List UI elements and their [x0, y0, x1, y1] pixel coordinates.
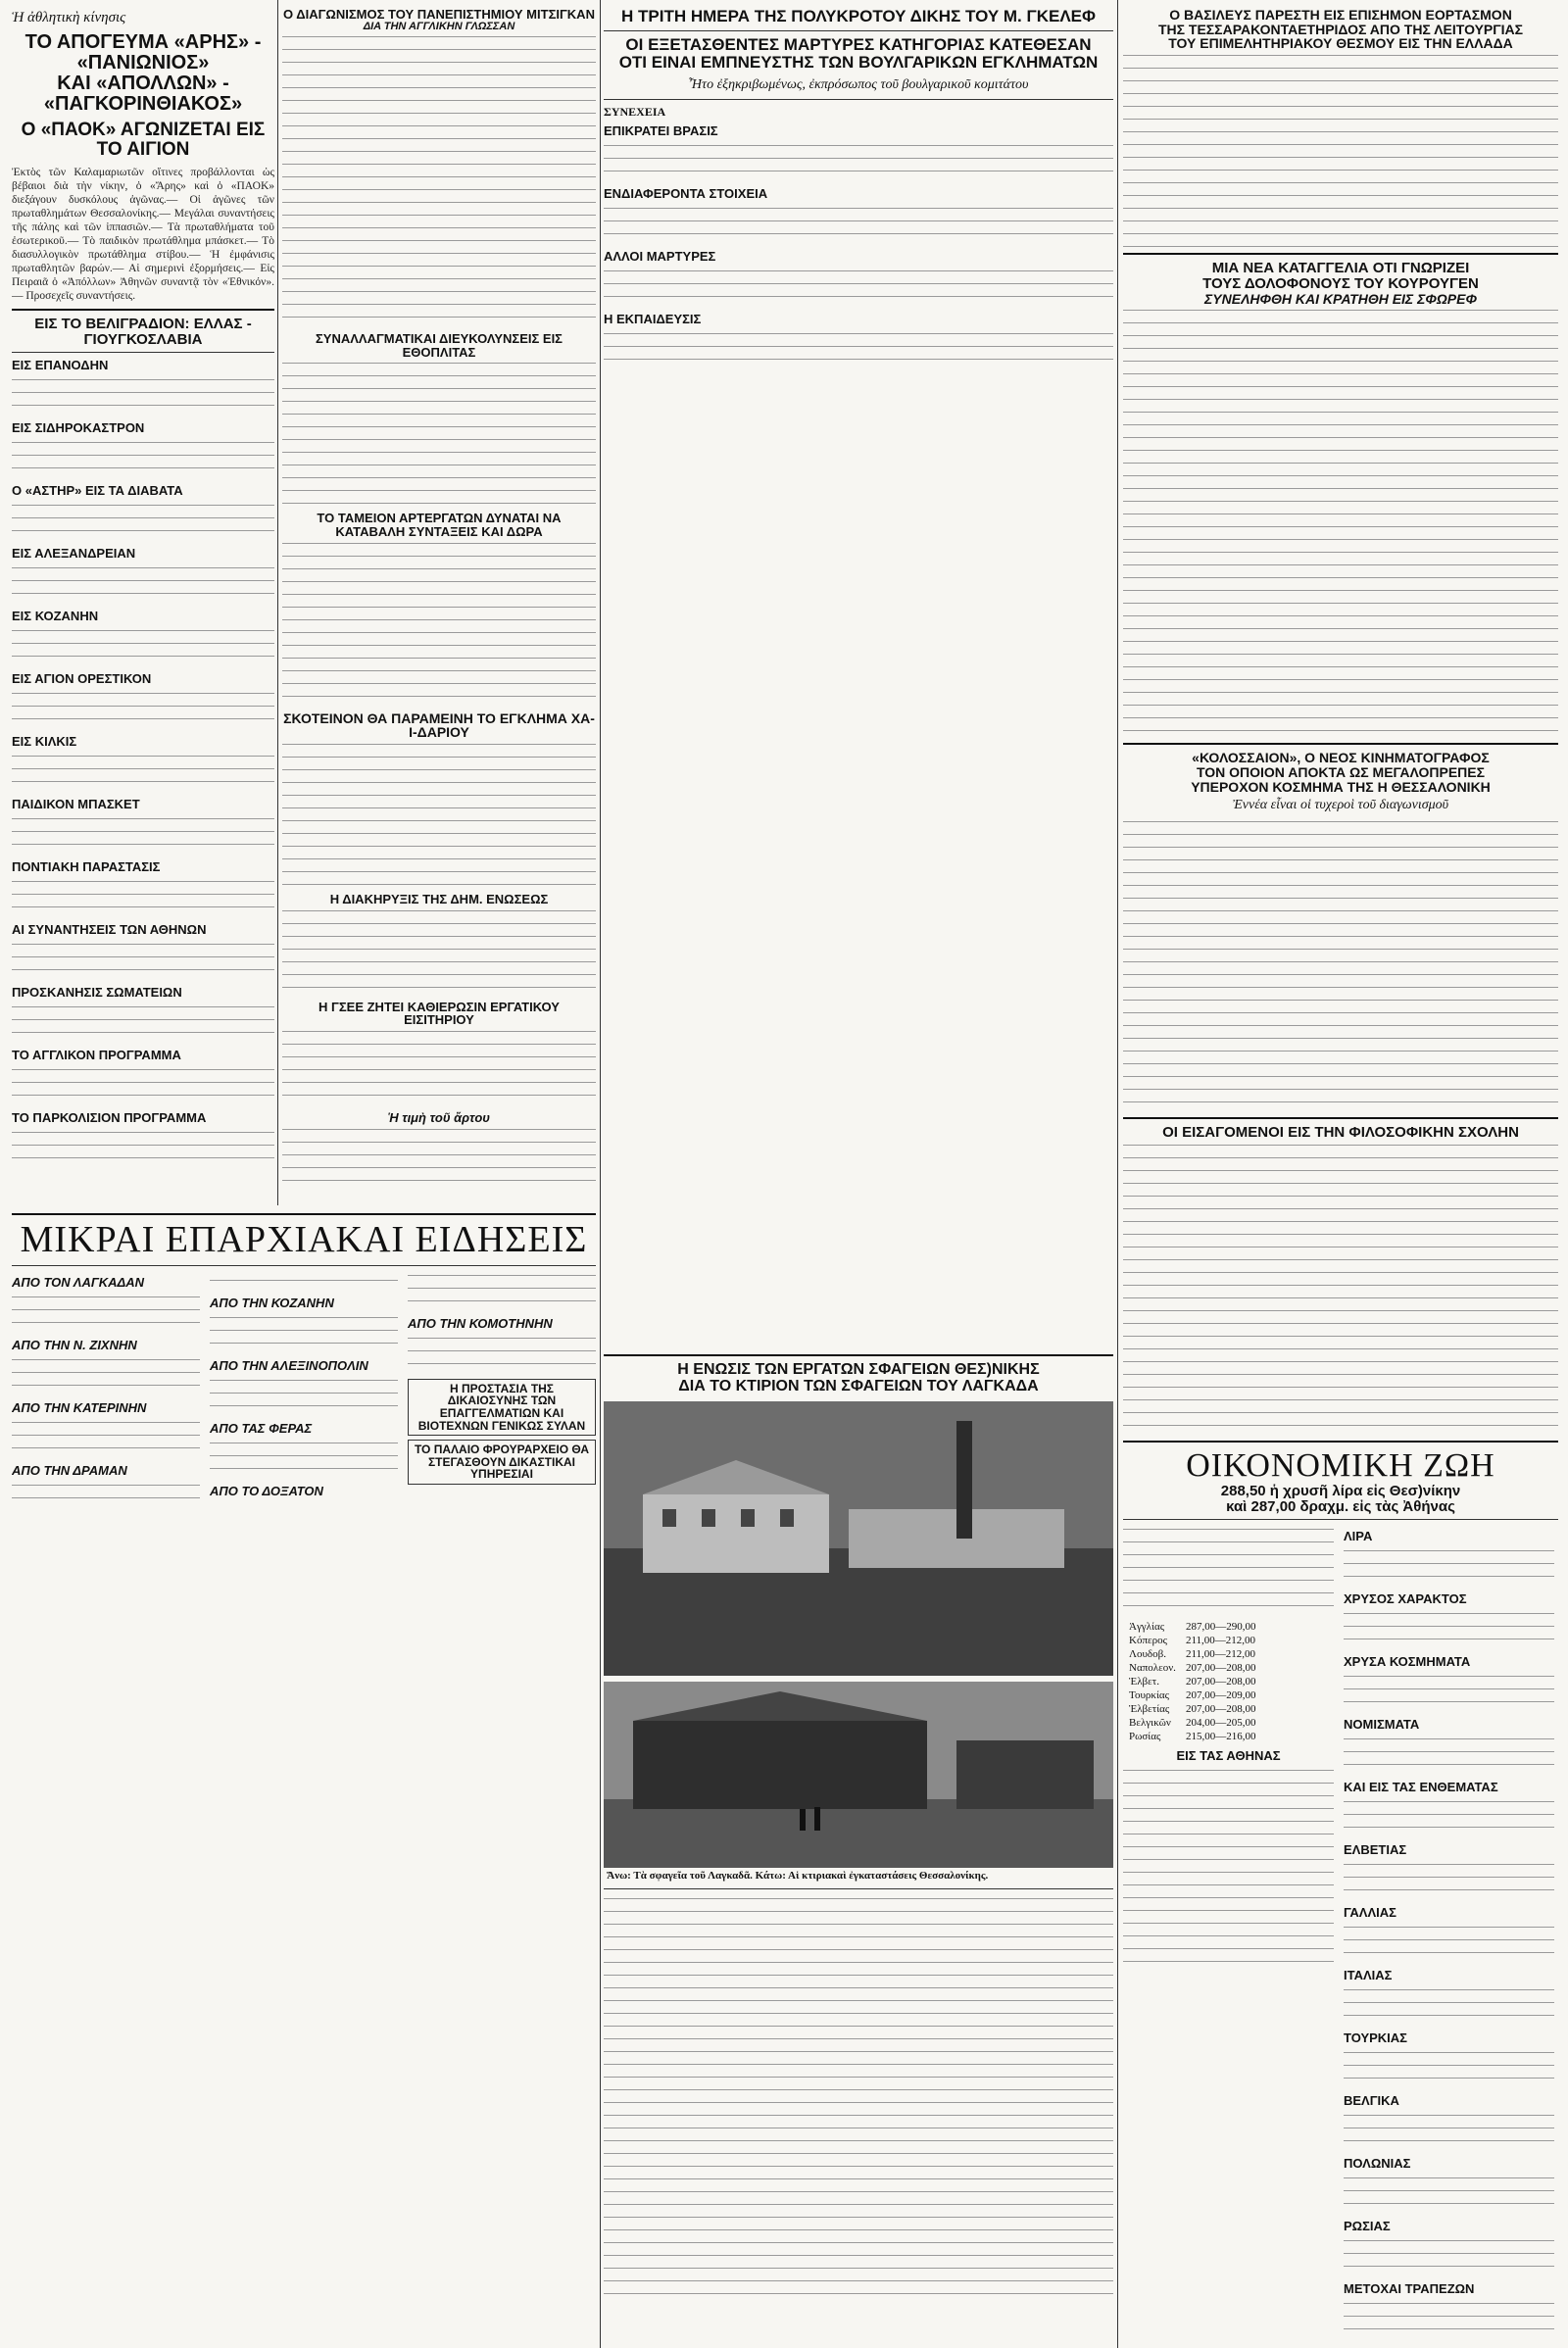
- photo-slaughterhouse-bottom: [604, 1682, 1113, 1868]
- cinema-headline-a: «ΚΟΛΟΣΣΑΙΟΝ», Ο ΝΕΟΣ ΚΙΝΗΜΑΤΟΓΡΑΦΟΣ: [1192, 750, 1490, 766]
- photo-headline-b: ΔΙΑ ΤΟ ΚΤΙΡΙΟΝ ΤΩΝ ΣΦΑΓΕΙΩΝ ΤΟΥ ΛΑΓΚΑΔΑ: [678, 1377, 1039, 1394]
- article-text-block: [12, 1418, 200, 1457]
- king-headline-c: ΤΟΥ ΕΠΙΜΕΛΗΤΗΡΙΑΚΟΥ ΘΕΣΜΟΥ ΕΙΣ ΤΗΝ ΕΛΛΑΔΑ: [1168, 35, 1513, 52]
- subheading: ΠΑΙΔΙΚΟΝ ΜΠΑΣΚΕΤ: [12, 797, 140, 812]
- trial-body: [604, 123, 1113, 368]
- michigan-body: [282, 32, 596, 326]
- article-text-block: [1344, 1735, 1554, 1774]
- currency-body: [282, 359, 596, 506]
- coin-name: Κόπερος: [1129, 1635, 1167, 1647]
- crime-body: [282, 740, 596, 887]
- coin-name: Λουδοβ.: [1129, 1648, 1166, 1661]
- article-text-block: [1344, 1797, 1554, 1836]
- trial-headline-b: ΟΤΙ ΕΙΝΑΙ ΕΜΠΝΕΥΣΤΗΣ ΤΩΝ ΒΟΥΛΓΑΡΙΚΩΝ ΕΓΚΛΗΜΑΤΩΝ: [618, 52, 1099, 72]
- market-row: [1125, 1635, 1259, 1646]
- michigan-subhead: ΔΙΑ ΤΗΝ ΑΓΓΛΙΚΗΝ ΓΛΩΣΣΑΝ: [363, 20, 515, 32]
- subheading: ΛΙΡΑ: [1344, 1529, 1373, 1544]
- photo-caption: Ἄνω: Τὰ σφαγεῖα τοῦ Λαγκαδᾶ. Κάτω: Αἱ κτιριακαὶ ἐγκαταστάσεις Θεσσαλονίκης.: [607, 1869, 989, 1882]
- crime2-body: [1123, 306, 1558, 737]
- bakers-fund-body: [282, 539, 596, 706]
- subheading: Η ΕΚΠΑΙΔΕΥΣΙΣ: [604, 311, 702, 326]
- subheading: ΕΠΙΚΡΑΤΕΙ ΒΡΑΣΙΣ: [604, 122, 718, 138]
- article-text-block: [12, 501, 274, 540]
- subheading: ΕΙΣ ΑΛΕΞΑΝΔΡΕΙΑΝ: [12, 546, 136, 562]
- coin-price: 207,00—208,00: [1185, 1703, 1256, 1716]
- subheading: ΑΠΟ ΤΟΝ ΛΑΓΚΑΔΑΝ: [12, 1274, 145, 1290]
- subheading: ΕΙΣ ΚΟΖΑΝΗΝ: [12, 609, 99, 624]
- subheading: ΓΑΛΛΙΑΣ: [1344, 1905, 1396, 1921]
- coin-price: 215,00—216,00: [1185, 1731, 1256, 1743]
- subheading: ΑΠΟ ΤΟ ΔΟΞΑΤΟΝ: [210, 1484, 323, 1499]
- market-row: [1125, 1689, 1259, 1701]
- trial-headline-a: ΟΙ ΕΞΕΤΑΣΘΕΝΤΕΣ ΜΑΡΤΥΡΕΣ ΚΑΤΗΓΟΡΙΑΣ ΚΑΤΕΘΕΣΑΝ: [625, 34, 1092, 54]
- sports-headline-1b: ΚΑΙ «ΑΠΟΛΛΩΝ» - «ΠΑΓΚΟΡΙΝΘΙΑΚΟΣ»: [43, 73, 243, 115]
- economy-title: ΟΙΚΟΝΟΜΙΚΗ ΖΩΗ: [1186, 1447, 1495, 1485]
- coin-name: Τουρκίας: [1129, 1689, 1170, 1702]
- article-text-block: [1344, 2111, 1554, 2150]
- subheading: ΕΙΣ ΕΠΑΝΟΔΗΝ: [12, 358, 109, 373]
- crime2-subhead: ΣΥΝΕΛΗΦΘΗ ΚΑΙ ΚΡΑΤΗΘΗ ΕΙΣ ΣΦΩΡΕΦ: [1204, 290, 1477, 307]
- subheading: ΕΙΣ ΑΓΙΟΝ ΟΡΕΣΤΙΚΟΝ: [12, 671, 152, 687]
- subheading: ΒΕΛΓΙΚΑ: [1344, 2093, 1399, 2109]
- subheading: ΑΠΟ ΤΑΣ ΦΕΡΑΣ: [210, 1421, 313, 1437]
- gsee-headline: Η ΓΣΕΕ ΖΗΤΕΙ ΚΑΘΙΕΡΩΣΙΝ ΕΡΓΑΤΙΚΟΥ ΕΙΣΙΤΗΡΙΟΥ: [318, 999, 560, 1028]
- subheading: ΑΠΟ ΤΗΝ ΚΟΖΑΝΗΝ: [210, 1296, 334, 1311]
- provincial-box-headline: ΤΟ ΠΑΛΑΙΟ ΦΡΟΥΡΑΡΧΕΙΟ ΘΑ ΣΤΕΓΑΣΘΟΥΝ ΔΙΚΑΣΤΙΚΑΙ ΥΠΗΡΕΣΙΑΙ: [408, 1440, 596, 1485]
- article-text-block: [1344, 1609, 1554, 1648]
- coin-name: Ἑλβετίας: [1129, 1703, 1170, 1716]
- school-headline: ΟΙ ΕΙΣΑΓΟΜΕΝΟΙ ΕΙΣ ΤΗΝ ΦΙΛΟΣΟΦΙΚΗΝ ΣΧΟΛΗΝ: [1162, 1124, 1519, 1142]
- trial-lead: ΣΥΝΕΧΕΙΑ: [604, 104, 666, 119]
- market-list: [1344, 1525, 1554, 2340]
- michigan-headline: Ο ΔΙΑΓΩΝΙΣΜΟΣ ΤΟΥ ΠΑΝΕΠΙΣΤΗΜΙΟΥ ΜΙΤΣΙΓΚΑΝ: [283, 8, 595, 22]
- coin-price: 207,00—208,00: [1185, 1676, 1256, 1688]
- article-text-block: [210, 1313, 398, 1352]
- article-text-block: [604, 204, 1113, 243]
- subheading: ΑΠΟ ΤΗΝ ΚΟΜΟΤΗΝΗΝ: [408, 1315, 553, 1331]
- article-text-block: [12, 438, 274, 477]
- declaration-headline: Η ΔΙΑΚΗΡΥΞΙΣ ΤΗΣ ΔΗΜ. ΕΝΩΣΕΩΣ: [329, 892, 549, 907]
- bread-price-body: [282, 1125, 596, 1184]
- provincial-news: [12, 1207, 596, 2344]
- article-text-block: [408, 1271, 596, 1310]
- king-headline-a: Ο ΒΑΣΙΛΕΥΣ ΠΑΡΕΣΤΗ ΕΙΣ ΕΠΙΣΗΜΟΝ ΕΟΡΤΑΣΜΟΝ: [1169, 8, 1512, 23]
- subheading: ΑΠΟ ΤΗΝ ΚΑΤΕΡΙΝΗΝ: [12, 1399, 147, 1415]
- article-text-block: [604, 141, 1113, 180]
- subheading: ΤΟ ΑΓΓΛΙΚΟΝ ΠΡΟΓΡΑΜΜΑ: [12, 1048, 181, 1063]
- article-text-block: [1344, 2236, 1554, 2275]
- photo-story-body: [604, 1894, 1113, 2306]
- currency-headline: ΣΥΝΑΛΛΑΓΜΑΤΙΚΑΙ ΔΙΕΥΚΟΛΥΝΣΕΙΣ ΕΙΣ ΕΘΟΠΛΙΤΑΣ: [316, 331, 563, 360]
- subheading: ΕΛΒΕΤΙΑΣ: [1344, 1842, 1407, 1858]
- subheading: ΝΟΜΙΣΜΑΤΑ: [1344, 1717, 1420, 1733]
- athens-market-label: ΕΙΣ ΤΑΣ ΑΘΗΝΑΣ: [1176, 1748, 1281, 1764]
- subheading: ΠΟΛΩΝΙΑΣ: [1344, 2156, 1411, 2172]
- subheading: ΑΛΛΟΙ ΜΑΡΤΥΡΕΣ: [604, 248, 716, 264]
- coin-name: Ἀγγλίας: [1129, 1621, 1165, 1634]
- article-text-block: [12, 689, 274, 728]
- article-text-block: [210, 1439, 398, 1478]
- article-text-block: [12, 940, 274, 979]
- athens-market-body: [1123, 1766, 1334, 1962]
- economy-sub-a: 288,50 ἡ χρυσῆ λίρα εἰς Θεσ)νίκην: [1220, 1482, 1461, 1499]
- subheading: ΤΟ ΠΑΡΚΟΛΙΣΙΟΝ ΠΡΟΓΡΑΜΜΑ: [12, 1110, 207, 1126]
- market-row: [1125, 1648, 1259, 1660]
- coin-price: 204,00—205,00: [1185, 1717, 1256, 1730]
- article-text-block: [12, 1128, 274, 1167]
- trial-top-headline: Η ΤΡΙΤΗ ΗΜΕΡΑ ΤΗΣ ΠΟΛΥΚΡΟΤΟΥ ΔΙΚΗΣ ΤΟΥ Μ. ΓΚΕΛΕΦ: [621, 8, 1096, 25]
- economy-sub-b: καὶ 287,00 δραχμ. εἰς τὰς Ἀθήνας: [1226, 1497, 1455, 1515]
- article-text-block: [12, 1065, 274, 1104]
- provincial-title: ΜΙΚΡΑΙ ΕΠΑΡΧΙΑΚΑΙ ΕΙΔΗΣΕΙΣ: [20, 1219, 588, 1260]
- subheading: ΑΠΟ ΤΗΝ ΔΡΑΜΑΝ: [12, 1462, 127, 1478]
- crime2-headline-b: ΤΟΥΣ ΔΟΛΟΦΟΝΟΥΣ ΤΟΥ ΚΟΥΡΟΥΓΕΝ: [1202, 274, 1479, 292]
- subheading: ΕΝΔΙΑΦΕΡΟΝΤΑ ΣΤΟΙΧΕΙΑ: [604, 185, 768, 201]
- subheading: ΧΡΥΣΟΣ ΧΑΡΑΚΤΟΣ: [1344, 1591, 1467, 1607]
- article-text-block: [1344, 2048, 1554, 2087]
- article-text-block: [12, 375, 274, 415]
- provincial-body: [12, 1271, 596, 2310]
- article-text-block: [210, 1376, 398, 1415]
- coin-name: Ναπολεον.: [1129, 1662, 1176, 1675]
- coin-name: Ρωσίας: [1129, 1731, 1161, 1743]
- coin-price: 287,00—290,00: [1185, 1621, 1256, 1634]
- subheading: ΑΠΟ ΤΗΝ ΑΛΕΞΙΝΟΠΟΛΙΝ: [210, 1358, 368, 1374]
- bakers-fund-headline: ΤΟ ΤΑΜΕΙΟΝ ΑΡΤΕΡΓΑΤΩΝ ΔΥΝΑΤΑΙ ΝΑ ΚΑΤΑΒΑΛΗ ΣΥΝΤΑΞΕΙΣ ΚΑΙ ΔΩΡΑ: [317, 511, 562, 540]
- sports-body: [12, 358, 274, 1167]
- economy-body: [1123, 1525, 1334, 1613]
- subheading: ΕΙΣ ΚΙΛΚΙΣ: [12, 734, 77, 750]
- market-row: [1125, 1676, 1259, 1688]
- article-text-block: [408, 1334, 596, 1373]
- bread-price-headline: Ἡ τιμὴ τοῦ ἄρτου: [387, 1110, 490, 1126]
- king-headline-b: ΤΗΣ ΤΕΣΣΑΡΑΚΟΝΤΑΕΤΗΡΙΔΟΣ ΑΠΟ ΤΗΣ ΛΕΙΤΟΥΡΓΙΑΣ: [1157, 21, 1524, 37]
- crime2-headline-a: ΜΙΑ ΝΕΑ ΚΑΤΑΓΓΕΛΙΑ ΟΤΙ ΓΝΩΡΙΖΕΙ: [1211, 260, 1470, 277]
- subheading: ΧΡΥΣΑ ΚΟΣΜΗΜΑΤΑ: [1344, 1654, 1471, 1670]
- sports-column: [12, 8, 274, 1203]
- news-column-2: [282, 8, 596, 1203]
- crime-headline: ΣΚΟΤΕΙΝΟΝ ΘΑ ΠΑΡΑΜΕΙΝΗ ΤΟ ΕΓΚΛΗΜΑ ΧΑ-Ι-ΔΑΡΙΟΥ: [283, 709, 595, 741]
- subheading: ΑΠΟ ΤΗΝ Ν. ΖΙΧΝΗΝ: [12, 1337, 137, 1352]
- coin-name: Βελγικῶν: [1129, 1717, 1171, 1730]
- trial-article: [604, 8, 1113, 1203]
- sports-intro: Ἐκτὸς τῶν Καλαμαριωτῶν οἵτινες προβάλλονται ὡς βέβαιοι διὰ τὴν νίκην, ὁ «Ἄρης» καὶ ὁ «ΠΑΟΚ» διεξάγουν δυσκόλους ἀγῶνας.— Οἱ ἀγῶνες τῶν πρωταθλημάτων Θεσσαλονίκης.— Μεγάλαι συναντήσεις τῆς πάλης καὶ τῶν ἱππασιῶν.— Τὰ πρωταθλήματα τοῦ ἐσωτερικοῦ.— Τὸ παιδικὸν πρωτάθλημα μπάσκετ.— Τὸ διασυλλογικὸν πρωτάθλημα στίβου.— Ἡ ἐμφάνισις πρωταθλητῶν βαρών.— Αἱ σημερινὶ ἐξορμήσεις.— Εἰς Πειραιᾶ ὁ «Ἀπόλλων» Ἀθηνῶν συναντᾷ τὸν «Ἐθνικόν».— Προσεχεῖς συναντήσεις.: [12, 166, 274, 302]
- subheading: ΤΟΥΡΚΙΑΣ: [1344, 2030, 1407, 2046]
- article-text-block: [12, 563, 274, 603]
- subheading: ΠΡΟΣΚΑΝΗΣΙΣ ΣΩΜΑΤΕΙΩΝ: [12, 985, 182, 1001]
- article-text-block: [12, 877, 274, 916]
- cinema-body: [1123, 817, 1558, 1111]
- subheading: ΕΙΣ ΣΙΔΗΡΟΚΑΣΤΡΟΝ: [12, 420, 145, 436]
- article-text-block: [604, 329, 1113, 368]
- declaration-body: [282, 906, 596, 995]
- article-text-block: [1344, 2299, 1554, 2338]
- article-text-block: [12, 814, 274, 854]
- coin-name: Ἑλβετ.: [1129, 1676, 1159, 1688]
- article-text-block: [1344, 1546, 1554, 1586]
- article-text-block: [12, 1355, 200, 1394]
- subheading: ΙΤΑΛΙΑΣ: [1344, 1968, 1393, 1983]
- gsee-body: [282, 1027, 596, 1105]
- market-row: [1125, 1731, 1259, 1742]
- coin-price: 207,00—209,00: [1185, 1689, 1256, 1702]
- article-text-block: [1344, 2174, 1554, 2213]
- market-row: [1125, 1703, 1259, 1715]
- subheading: ΑΙ ΣΥΝΑΝΤΗΣΕΙΣ ΤΩΝ ΑΘΗΝΩΝ: [12, 922, 207, 938]
- subheading: ΚΑΙ ΕΙΣ ΤΑΣ ΕΝΘΕΜΑΤΑΣ: [1344, 1780, 1498, 1795]
- coin-price: 207,00—208,00: [1185, 1662, 1256, 1675]
- subheading: Ο «ΑΣΤΗΡ» ΕΙΣ ΤΑ ΔΙΑΒΑΤΑ: [12, 483, 183, 499]
- article-text-block: [12, 1003, 274, 1042]
- coin-price: 211,00—212,00: [1185, 1635, 1256, 1647]
- cinema-headline-c: ΥΠΕΡΟΧΟΝ ΚΟΣΜΗΜΑ ΤΗΣ Η ΘΕΣΣΑΛΟΝΙΚΗ: [1191, 778, 1491, 795]
- cinema-headline-b: ΤΟΝ ΟΠΟΙΟΝ ΑΠΟΚΤΑ ΩΣ ΜΕΓΑΛΟΠΡΕΠΕΣ: [1196, 763, 1486, 780]
- subheading: ΡΩΣΙΑΣ: [1344, 2219, 1391, 2234]
- section-label: Ἡ ἀθλητικὴ κίνησις: [12, 10, 126, 25]
- gold-price-table: [1123, 1619, 1261, 1744]
- photo-headline-a: Η ΕΝΩΣΙΣ ΤΩΝ ΕΡΓΑΤΩΝ ΣΦΑΓΕΙΩΝ ΘΕΣ)ΝΙΚΗΣ: [677, 1361, 1040, 1378]
- sports-headline-2: Ο «ΠΑΟΚ» ΑΓΩΝΙΖΕΤΑΙ ΕΙΣ ΤΟ ΑΙΓΙΟΝ: [21, 120, 266, 160]
- cinema-subhead: Ἐννέα εἶναι οἱ τυχεροὶ τοῦ διαγωνισμοῦ: [1232, 798, 1449, 813]
- sports-headline-3: ΕΙΣ ΤΟ ΒΕΛΙΓΡΑΔΙΟΝ: ΕΛΛΑΣ - ΓΙΟΥΓΚΟΣΛΑΒΙΑ: [34, 315, 252, 348]
- article-text-block: [1344, 1923, 1554, 1962]
- market-row: [1125, 1621, 1259, 1633]
- market-row: [1125, 1662, 1259, 1674]
- king-body: [1123, 51, 1558, 247]
- subheading: ΜΕΤΟΧΑΙ ΤΡΑΠΕΖΩΝ: [1344, 2281, 1475, 2297]
- article-text-block: [1344, 1672, 1554, 1711]
- trial-subhead: Ἦτο ἐξηκριβωμένως, ἐκπρόσωπος τοῦ βουλγαρικοῦ κομιτάτου: [688, 76, 1029, 92]
- article-text-block: [1344, 1860, 1554, 1899]
- market-row: [1125, 1717, 1259, 1729]
- school-body: [1123, 1141, 1558, 1435]
- coin-price: 211,00—212,00: [1185, 1648, 1256, 1661]
- sports-headline-1a: ΤΟ ΑΠΟΓΕΥΜΑ «ΑΡΗΣ» - «ΠΑΝΙΩΝΙΟΣ»: [24, 31, 262, 73]
- subheading: ΠΟΝΤΙΑΚΗ ΠΑΡΑΣΤΑΣΙΣ: [12, 859, 161, 875]
- photo-slaughterhouse-top: [604, 1401, 1113, 1676]
- article-text-block: [12, 1293, 200, 1332]
- photo-story: [604, 1348, 1113, 2338]
- right-column: [1123, 8, 1558, 2340]
- provincial-box-headline: Η ΠΡΟΣΤΑΣΙΑ ΤΗΣ ΔΙΚΑΙΟΣΥΝΗΣ ΤΩΝ ΕΠΑΓΓΕΛΜΑΤΙΩΝ ΚΑΙ ΒΙΟΤΕΧΝΩΝ ΓΕΝΙΚΩΣ ΣΥΛΑΝ: [408, 1379, 596, 1436]
- article-text-block: [604, 267, 1113, 306]
- article-text-block: [12, 752, 274, 791]
- article-text-block: [1344, 1985, 1554, 2025]
- article-text-block: [12, 626, 274, 665]
